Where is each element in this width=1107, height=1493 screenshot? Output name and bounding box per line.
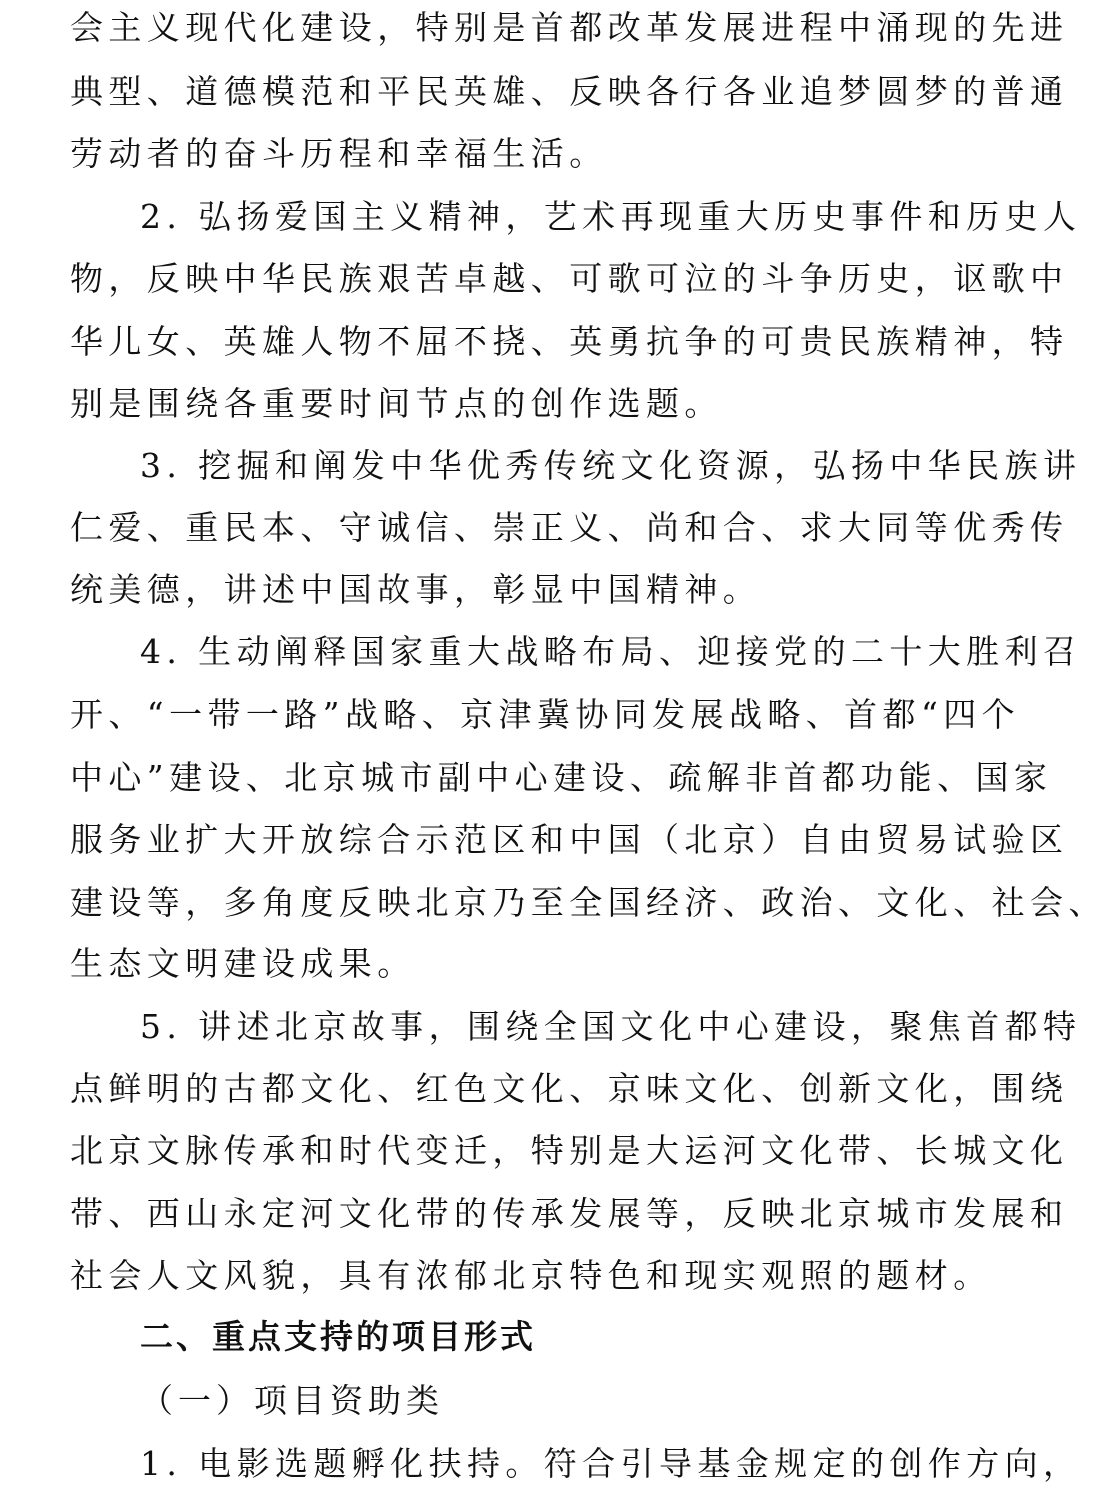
subsection-heading: （一）项目资助类 [140,1381,444,1420]
paragraph-line: 物，反映中华民族艰苦卓越、可歌可泣的斗争历史，讴歌中 [70,259,1069,298]
paragraph-line: 统美德，讲述中国故事，彰显中国精神。 [70,570,762,609]
paragraph-line: 5. 讲述北京故事，围绕全国文化中心建设，聚焦首都特 [140,1007,1082,1046]
paragraph-line: 典型、道德模范和平民英雄、反映各行各业追梦圆梦的普通 [70,72,1069,111]
paragraph-line: 1. 电影选题孵化扶持。符合引导基金规定的创作方向， [140,1444,1082,1483]
paragraph-line: 会主义现代化建设，特别是首都改革发展进程中涌现的先进 [70,8,1069,47]
paragraph-line: 服务业扩大开放综合示范区和中国（北京）自由贸易试验区 [70,820,1069,859]
section-heading: 二、重点支持的项目形式 [140,1317,536,1356]
paragraph-line: 3. 挖掘和阐发中华优秀传统文化资源，弘扬中华民族讲 [140,446,1082,485]
paragraph-line: 点鲜明的古都文化、红色文化、京味文化、创新文化，围绕 [70,1069,1069,1108]
paragraph-line: 带、西山永定河文化带的传承发展等，反映北京城市发展和 [70,1194,1069,1233]
paragraph-line: 北京文脉传承和时代变迁，特别是大运河文化带、长城文化 [70,1131,1069,1170]
paragraph-line: 生态文明建设成果。 [70,944,416,983]
paragraph-line: 社会人文风貌，具有浓郁北京特色和现实观照的题材。 [70,1256,992,1295]
paragraph-line: 仁爱、重民本、守诚信、崇正义、尚和合、求大同等优秀传 [70,508,1069,547]
paragraph-line: 建设等，多角度反映北京乃至全国经济、政治、文化、社会、 [70,883,1107,922]
paragraph-line: 别是围绕各重要时间节点的创作选题。 [70,384,723,423]
paragraph-line: 开、“一带一路”战略、京津冀协同发展战略、首都“四个 [70,695,1021,734]
paragraph-line: 华儿女、英雄人物不屈不挠、英勇抗争的可贵民族精神，特 [70,322,1069,361]
paragraph-line: 劳动者的奋斗历程和幸福生活。 [70,134,608,173]
paragraph-line: 中心”建设、北京城市副中心建设、疏解非首都功能、国家 [70,758,1053,797]
paragraph-line: 4. 生动阐释国家重大战略布局、迎接党的二十大胜利召 [140,632,1082,671]
paragraph-line: 2. 弘扬爱国主义精神，艺术再现重大历史事件和历史人 [140,197,1082,236]
